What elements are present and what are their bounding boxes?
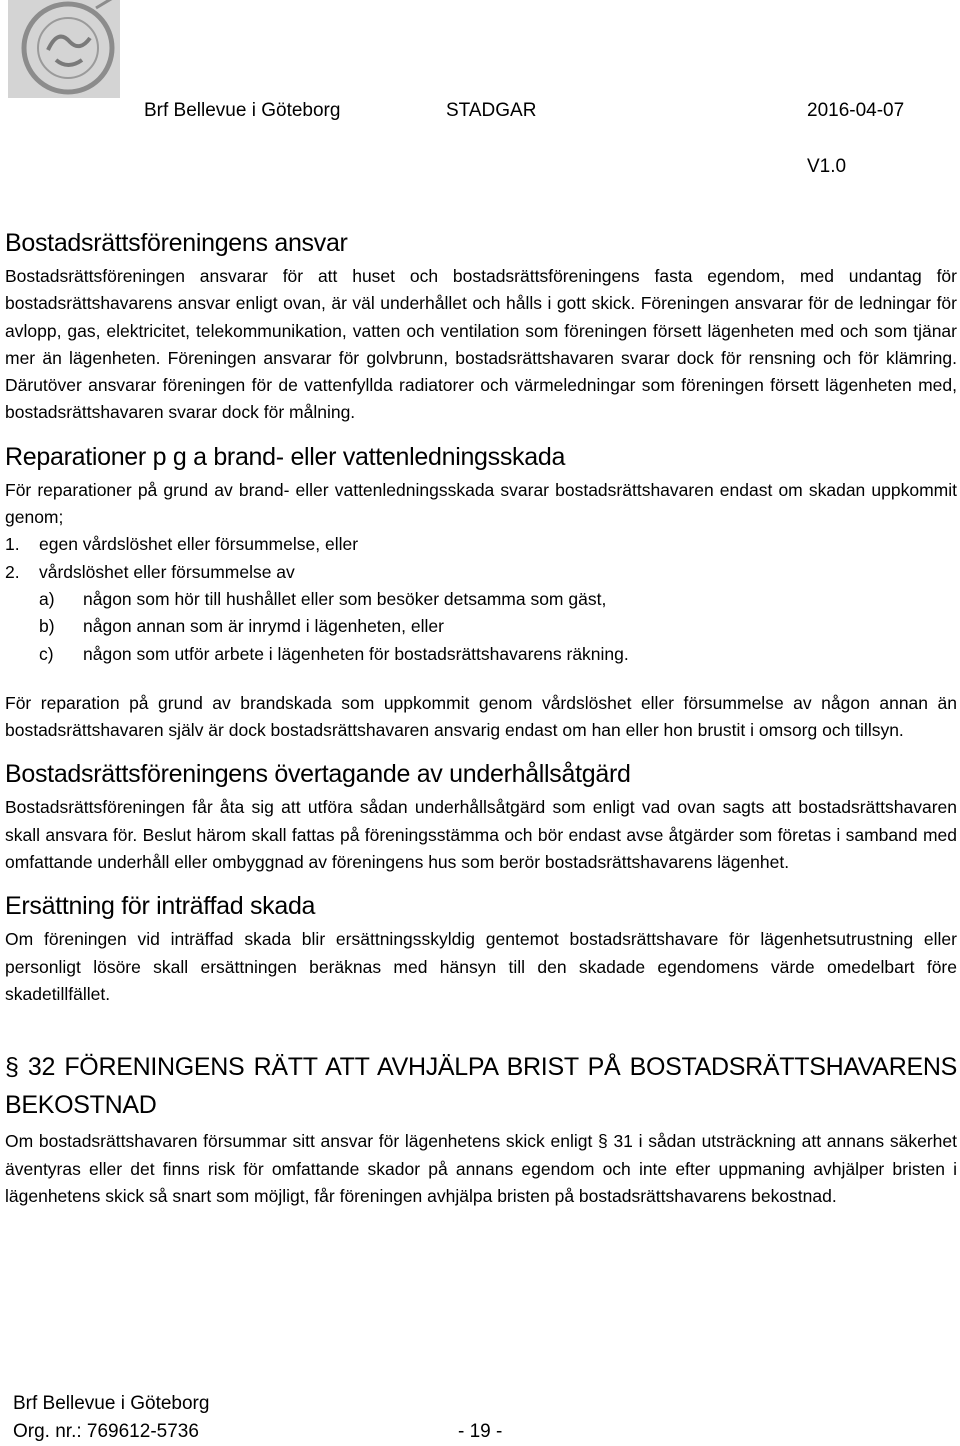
list-letter: c) bbox=[39, 643, 54, 664]
header-org: Brf Bellevue i Göteborg bbox=[144, 100, 341, 121]
page-number: - 19 - bbox=[458, 1421, 503, 1442]
sub-list bbox=[5, 586, 957, 668]
association-logo bbox=[8, 0, 120, 98]
header-version: V1.0 bbox=[807, 156, 847, 177]
paragraph: För reparation på grund av brandskada som uppkommit genom vårdslöshet eller försummelse av någon annan än bostadsrättshavaren själv är dock bostadsrättshavaren ansvarig endast om han eller hon brustit i omsorg och tillsyn. bbox=[5, 692, 957, 741]
footer-org-number: Org. nr.: 769612-5736 bbox=[13, 1421, 199, 1442]
section-heading: Bostadsrättsföreningens ansvar bbox=[5, 229, 348, 257]
list-letter: a) bbox=[39, 588, 55, 609]
list-number: 2. bbox=[5, 561, 20, 582]
list-text: vårdslöshet eller försummelse av bbox=[39, 561, 295, 582]
list-item bbox=[39, 613, 957, 640]
list-letter: b) bbox=[39, 616, 55, 637]
list-item bbox=[5, 531, 957, 558]
list-item bbox=[5, 559, 957, 586]
paragraph: Bostadsrättsföreningen ansvarar för att huset och bostadsrättsföreningens fasta egendom, med undantag för bostadsrättshavarens ansvar enligt ovan, är väl underhållet och hålls i gott skick. Föreningen ansvarar för de ledningar för avlopp, gas, elektricitet, telekommunikation, vatten och ventilation som föreningen försett lägenheten med och som tjänar mer än lägenheten. Föreningen ansvarar för golvbrunn, bostadsrättshavaren svarar dock för rensning och för klämring. Därutöver ansvarar föreningen för de vattenfyllda radiatorer och värmeledningar som föreningen försett lägenheten med, bostadsrättshavaren svarar dock för målning. bbox=[5, 266, 957, 423]
page-footer bbox=[13, 1390, 503, 1446]
section-heading: Reparationer p g a brand- eller vattenledningsskada bbox=[5, 442, 566, 471]
section-heading: Bostadsrättsföreningens övertagande av underhållsåtgärd bbox=[5, 760, 631, 789]
list-item bbox=[39, 586, 957, 613]
section-heading: Ersättning för inträffad skada bbox=[5, 892, 316, 921]
footer-org: Brf Bellevue i Göteborg bbox=[13, 1393, 210, 1414]
header-date: 2016-04-07 bbox=[807, 100, 905, 121]
list-text: någon annan som är inrymd i lägenheten, eller bbox=[83, 616, 444, 637]
paragraph: Om föreningen vid inträffad skada blir ersättningsskyldig gentemot bostadsrättshavare för lägenhetsutrustning eller personligt lösöre skall ersättningen beräknas med hänsyn till den skadade egendomens värde omedelbart före skadetillfället. bbox=[5, 929, 957, 1004]
header-document: STADGAR bbox=[446, 100, 537, 121]
list-text: någon som utför arbete i lägenheten för bostadsrättshavarens räkning. bbox=[83, 643, 629, 664]
list-text: någon som hör till hushållet eller som besöker detsamma som gäst, bbox=[83, 588, 607, 609]
paragraph-heading: § 32 FÖRENINGENS RÄTT ATT AVHJÄLPA BRIST PÅ BOSTADSRÄTTSHAVARENS BEKOSTNAD bbox=[5, 1053, 957, 1120]
list-number: 1. bbox=[5, 534, 20, 555]
paragraph: För reparationer på grund av brand- eller vattenledningsskada svarar bostadsrättshavaren endast om skadan uppkommit genom; bbox=[5, 479, 957, 528]
list-item bbox=[39, 641, 957, 668]
list-text: egen vårdslöshet eller försummelse, eller bbox=[39, 534, 359, 555]
document-body bbox=[5, 227, 957, 1210]
paragraph: Om bostadsrättshavaren försummar sitt ansvar för lägenhetens skick enligt § 31 i sådan utsträckning att annans säkerhet äventyras eller det finns risk för omfattande skador på annans egendom och inte efter uppmaning avhjälper bristen i lägenhetens skick så snart som möjligt, får föreningen avhjälpa bristen på bostadsrättshavarens bekostnad. bbox=[5, 1131, 957, 1206]
paragraph: Bostadsrättsföreningen får åta sig att utföra sådan underhållsåtgärd som enligt vad ovan sagts att bostadsrättshavaren skall ansvara för. Beslut härom skall fattas på föreningsstämma och bör endast avse åtgärder som företas i samband med omfattande underhåll eller ombyggnad av föreningens hus som berör bostadsrättshavarens lägenhet. bbox=[5, 797, 957, 873]
seal-icon bbox=[8, 0, 120, 98]
numbered-list bbox=[5, 531, 957, 667]
